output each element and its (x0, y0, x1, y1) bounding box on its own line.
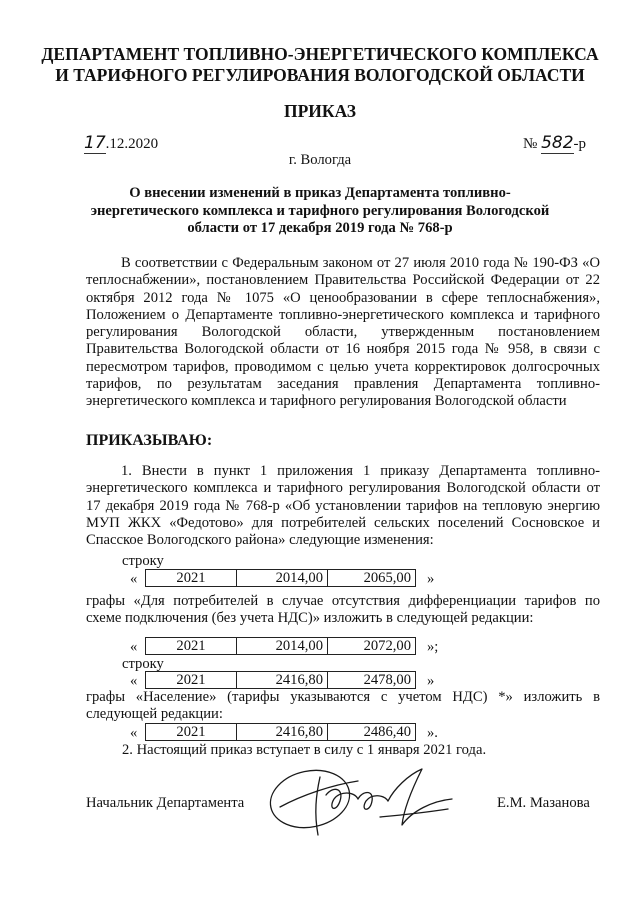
table-row (146, 672, 416, 689)
tariff-row-table-3 (145, 671, 416, 689)
cell-value-2: 2072,00 (328, 638, 416, 655)
number-suffix: -р (573, 136, 587, 152)
city: г. Вологда (288, 152, 352, 168)
cell-value-1: 2416,80 (237, 724, 328, 741)
preamble: В соответствии с Федеральным законом от 27 июля 2010 года № 190-ФЗ «О теплоснабжении», постановлением Правительства Российской Федерации от 22 октября 2012 года № 1075 «О ценообразовании в сфере теплоснабжения», Положением о Департаменте топливно-энергетического комплекса и тарифного регулирования Вологодской области, утвержденным постановлением Правительства Вологодской области от 16 ноября 2015 года № 958, в связи с пересмотром тарифов, проводимом с целью учета корректировок долгосрочных тарифов, по результатам заседания правления Департамента топливно-энергетического комплекса и тарифного регулирования Вологодской области (86, 255, 600, 410)
cell-value-1: 2014,00 (237, 570, 328, 587)
row-label-1: строку (122, 553, 164, 569)
title-line3: области от 17 декабря 2019 года № 768-р (187, 220, 453, 236)
quote-open-4: « (130, 725, 138, 741)
quote-close-4: ». (427, 725, 438, 741)
table-row (146, 638, 416, 655)
tariff-row-table-4 (145, 723, 416, 741)
handwritten-signature (262, 755, 462, 845)
date-rest: .12.2020 (105, 136, 159, 152)
item-2: 2. Настоящий приказ вступает в силу с 1 января 2021 года. (122, 742, 487, 758)
doc-type: ПРИКАЗ (283, 101, 357, 121)
cell-year: 2021 (146, 672, 237, 689)
cell-year: 2021 (146, 638, 237, 655)
signatory-position: Начальник Департамента (86, 795, 245, 811)
signatory-name: Е.М. Мазанова (497, 795, 590, 811)
cell-year: 2021 (146, 570, 237, 587)
number-prefix: № (523, 136, 538, 152)
org-name-line1: ДЕПАРТАМЕНТ ТОПЛИВНО-ЭНЕРГЕТИЧЕСКОГО КОМПЛЕКСА (41, 44, 599, 64)
number-value-handwritten: 582 (541, 133, 574, 153)
cell-value-2: 2065,00 (328, 570, 416, 587)
quote-open-2: « (130, 639, 138, 655)
item-1: 1. Внести в пункт 1 приложения 1 приказу Департамента топливно-энергетического комплекса и тарифного регулирования Вологодской области от 17 декабря 2019 года № 768-р «Об установлении тарифов на тепловую энергию МУП ЖКХ «Федотово» для потребителей сельских поселений Сосновское и Спасское Вологодского района» следующие изменения: (86, 463, 600, 549)
date-day-handwritten: 17 (84, 133, 106, 153)
tariff-row-table-2 (145, 637, 416, 655)
quote-close-1: » (427, 571, 435, 587)
row-label-2: строку (122, 656, 164, 672)
quote-open-1: « (130, 571, 138, 587)
quote-close-2: »; (427, 639, 439, 655)
org-name-line2: И ТАРИФНОГО РЕГУЛИРОВАНИЯ ВОЛОГОДСКОЙ ОБЛАСТИ (55, 65, 585, 85)
cell-value-2: 2486,40 (328, 724, 416, 741)
order-word: ПРИКАЗЫВАЮ: (86, 432, 213, 449)
cell-value-1: 2014,00 (237, 638, 328, 655)
graph-2-text: графы «Население» (тарифы указываются с учетом НДС) *» изложить в следующей редакции: (86, 689, 600, 723)
cell-value-2: 2478,00 (328, 672, 416, 689)
quote-open-3: « (130, 673, 138, 689)
tariff-row-table-1 (145, 569, 416, 587)
table-row (146, 570, 416, 587)
doc-number (523, 133, 586, 153)
doc-title (0, 185, 640, 238)
quote-close-3: » (427, 673, 435, 689)
graph-1-text: графы «Для потребителей в случае отсутствия дифференциации тарифов по схеме подключения (без учета НДС)» изложить в следующей редакции: (86, 593, 600, 627)
title-line2: энергетического комплекса и тарифного регулирования Вологодской (90, 202, 550, 219)
cell-value-1: 2416,80 (237, 672, 328, 689)
table-row (146, 724, 416, 741)
doc-date (84, 133, 158, 153)
title-line1: О внесении изменений в приказ Департамента топливно- (129, 185, 511, 201)
cell-year: 2021 (146, 724, 237, 741)
